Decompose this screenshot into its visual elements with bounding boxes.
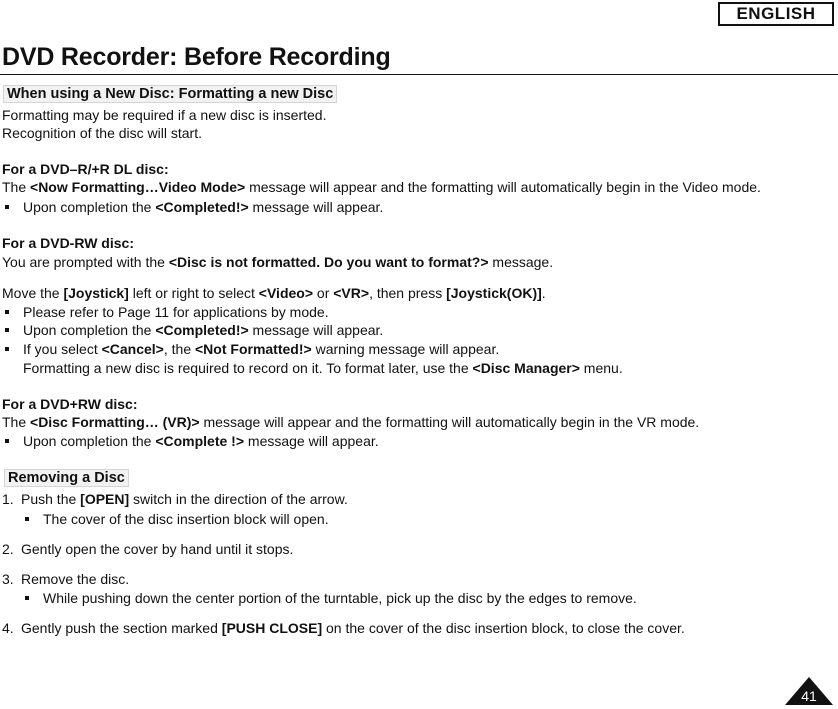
language-badge: ENGLISH — [718, 2, 834, 26]
dvdprw-bullet-1 — [5, 433, 379, 449]
key-label: [Joystick(OK)] — [446, 285, 542, 301]
text: The — [2, 414, 31, 430]
removing-step-1 — [2, 491, 348, 507]
page-title: DVD Recorder: Before Recording — [2, 43, 391, 71]
message-label: <Disc is not formatted. Do you want to format?> — [168, 254, 489, 270]
dvdr-heading-text: For a DVD–R/+R DL disc: — [2, 161, 169, 177]
dvdrw-heading — [2, 235, 134, 251]
dvdr-paragraph — [2, 179, 761, 195]
text: message will appear and the formatting will automatically begin in the VR mode. — [199, 414, 700, 430]
text: Upon completion the — [23, 199, 156, 215]
dvdprw-heading — [2, 396, 138, 412]
option-label: <Video> — [258, 285, 314, 301]
text: message will appear. — [244, 433, 379, 449]
text: warning message will appear. — [311, 341, 500, 357]
dvdrw-bullet-3 — [5, 341, 499, 357]
text: message will appear. — [248, 322, 384, 338]
removing-step-3 — [2, 571, 129, 587]
dvdrw-paragraph-1 — [2, 254, 553, 270]
step-number: 1. — [2, 491, 14, 507]
removing-step-1-bullet: The cover of the disc insertion block will open. — [25, 511, 329, 527]
message-label: <Complete !> — [155, 433, 245, 449]
title-divider — [0, 74, 838, 75]
dvdr-bullet-1 — [5, 199, 383, 215]
text: Gently open the cover by hand until it stops. — [21, 541, 294, 557]
removing-step-3-bullet: While pushing down the center portion of the turntable, pick up the disc by the edges to remove. — [25, 590, 637, 606]
dvdrw-bullet-1: Please refer to Page 11 for applications by mode. — [5, 304, 329, 320]
text: message will appear. — [248, 199, 384, 215]
menu-label: <Disc Manager> — [472, 360, 580, 376]
dvdrw-bullet-2 — [5, 322, 383, 338]
step-number: 4. — [2, 620, 14, 636]
formatting-intro-1: Formatting may be required if a new disc is inserted. — [2, 107, 327, 123]
key-label: [OPEN] — [80, 491, 130, 507]
text: If you select — [23, 341, 102, 357]
step-number: 3. — [2, 571, 14, 587]
dvdprw-heading-text: For a DVD+RW disc: — [2, 396, 138, 412]
removing-step-2 — [2, 541, 293, 557]
dvdrw-bullet-3-continuation — [23, 360, 623, 376]
text: You are prompted with the — [2, 254, 169, 270]
text: Upon completion the — [23, 322, 156, 338]
page-number-badge — [784, 676, 834, 706]
message-label: <Now Formatting…Video Mode> — [30, 179, 246, 195]
key-label: [PUSH CLOSE] — [221, 620, 323, 636]
text: Formatting a new disc is required to record on it. To format later, use the — [23, 360, 473, 376]
text: switch in the direction of the arrow. — [129, 491, 348, 507]
text: Remove the disc. — [21, 571, 130, 587]
text: on the cover of the disc insertion block, to close the cover. — [322, 620, 685, 636]
option-label: <Cancel> — [101, 341, 164, 357]
step-number: 2. — [2, 541, 14, 557]
dvdr-heading — [2, 161, 169, 177]
message-label: <Disc Formatting… (VR)> — [30, 414, 200, 430]
text: or — [313, 285, 334, 301]
text: , then press — [369, 285, 447, 301]
page-number: 41 — [801, 688, 817, 704]
text: Move the — [2, 285, 64, 301]
text: Upon completion the — [23, 433, 156, 449]
key-label: [Joystick] — [63, 285, 129, 301]
message-label: <Not Formatted!> — [195, 341, 312, 357]
text: left or right to select — [128, 285, 259, 301]
option-label: <VR> — [333, 285, 370, 301]
text: Push the — [21, 491, 81, 507]
text: . — [541, 285, 546, 301]
text: Gently push the section marked — [21, 620, 222, 636]
text: message. — [488, 254, 554, 270]
removing-heading: Removing a Disc — [5, 470, 128, 486]
message-label: <Completed!> — [155, 199, 249, 215]
text: , the — [163, 341, 195, 357]
dvdrw-paragraph-2 — [2, 285, 546, 301]
text: The — [2, 179, 31, 195]
dvdprw-paragraph — [2, 414, 699, 430]
formatting-intro-2: Recognition of the disc will start. — [2, 125, 202, 141]
formatting-heading: When using a New Disc: Formatting a new Disc — [4, 86, 336, 102]
message-label: <Completed!> — [155, 322, 249, 338]
text: menu. — [579, 360, 623, 376]
text: message will appear and the formatting will automatically begin in the Video mode. — [245, 179, 761, 195]
removing-step-4 — [2, 620, 685, 636]
dvdrw-heading-text: For a DVD-RW disc: — [2, 235, 134, 251]
